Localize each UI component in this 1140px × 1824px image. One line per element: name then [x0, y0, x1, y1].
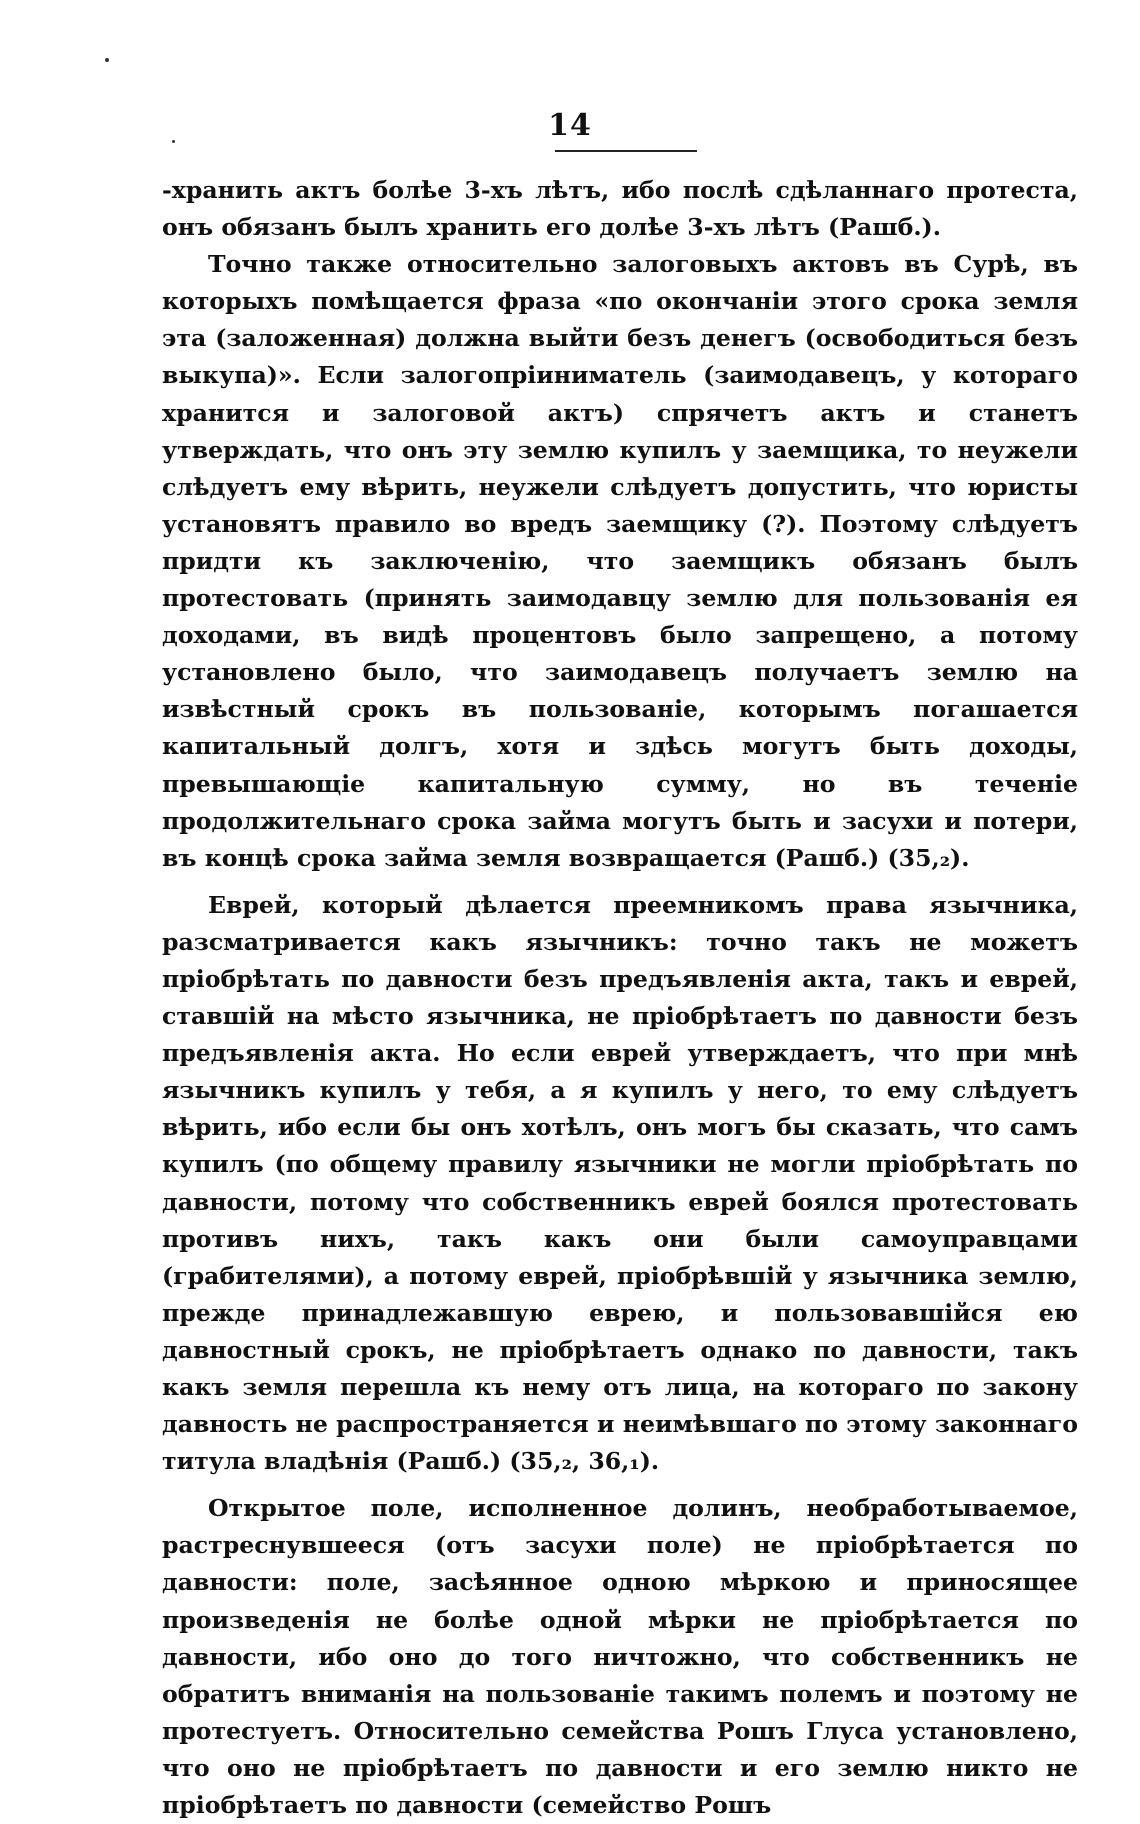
paragraph-1: -хранить актъ болѣе 3-хъ лѣтъ, ибо послѣ сдѣланнаго протеста, онъ обязанъ былъ хранить его долѣе 3-хъ лѣтъ (Рашб.). [162, 176, 1078, 242]
paragraph-4: Открытое поле, исполненное долинъ, необработываемое, растреснувшееся (отъ засухи поле) не пріобрѣтается по давности: поле, засѣянное одною мѣркою и приносящее произведенія не болѣе одной мѣрки не пріобрѣтается по давности, ибо оно до того ничтожно, что собственникъ не обратитъ вниманія на пользованіе такимъ полемъ и поэтому не протестуетъ. Относительно семейства Рошъ Глуса установлено, что оно не пріобрѣтаетъ по давности и его землю никто не пріобрѣтаетъ по давности (семейство Рошъ [162, 1494, 1078, 1820]
page-number: 14 [548, 108, 592, 143]
scan-speck [105, 58, 109, 62]
body-text [162, 172, 1078, 1824]
scan-speck [172, 140, 175, 143]
page-number-rule [555, 150, 697, 152]
paragraph-3: Еврей, который дѣлается преемникомъ права язычника, разсматривается какъ язычникъ: точно такъ не можетъ пріобрѣтать по давности безъ предъявленія акта, такъ и еврей, ставшій на мѣсто язычника, не пріобрѣтаетъ по давности безъ предъявленія акта. Но если еврей утверждаетъ, что при мнѣ язычникъ купилъ у тебя, а я купилъ у него, то ему слѣдуетъ вѣрить, ибо если бы онъ хотѣлъ, онъ могъ бы сказать, что самъ купилъ (по общему правилу язычники не могли пріобрѣтать по давности, потому что собственникъ еврей боялся протестовать противъ нихъ, такъ какъ они были самоуправцами (грабителями), а потому еврей, пріобрѣвшій у язычника землю, прежде принадлежавшую еврею, и пользовавшійся ею давностный срокъ, не пріобрѣтаетъ однако по давности, такъ какъ земля перешла къ нему отъ лица, на котораго по закону давность не распространяется и неимѣвшаго по этому законнаго титула владѣнія (Рашб.) (35,₂, 36,₁). [162, 890, 1078, 1476]
paragraph-2: Точно также относительно залоговыхъ актовъ въ Сурѣ, въ которыхъ помѣщается фраза «по окончаніи этого срока земля эта (заложенная) должна выйти безъ денегъ (освободиться безъ выкупа)». Если залогопріиниматель (заимодавецъ, у котораго хранится и залоговой актъ) спрячетъ актъ и станетъ утверждать, что онъ эту землю купилъ у заемщика, то неужели слѣдуетъ ему вѣрить, неужели слѣдуетъ допустить, что юристы установятъ правило во вредъ заемщику (?). Поэтому слѣдуетъ придти къ заключенію, что заемщикъ обязанъ былъ протестовать (принять заимодавцу землю для пользованія ея доходами, въ видѣ процентовъ было запрещено, а потому установлено было, что заимодавецъ получаетъ землю на извѣстный срокъ въ пользованіе, которымъ погашается капитальный долгъ, хотя и здѣсь могутъ быть доходы, превышающіе капитальную сумму, но въ теченіе продолжительнаго срока займа могутъ быть и засухи и потери, въ концѣ срока займа земля возвращается (Рашб.) (35,₂). [162, 250, 1078, 872]
